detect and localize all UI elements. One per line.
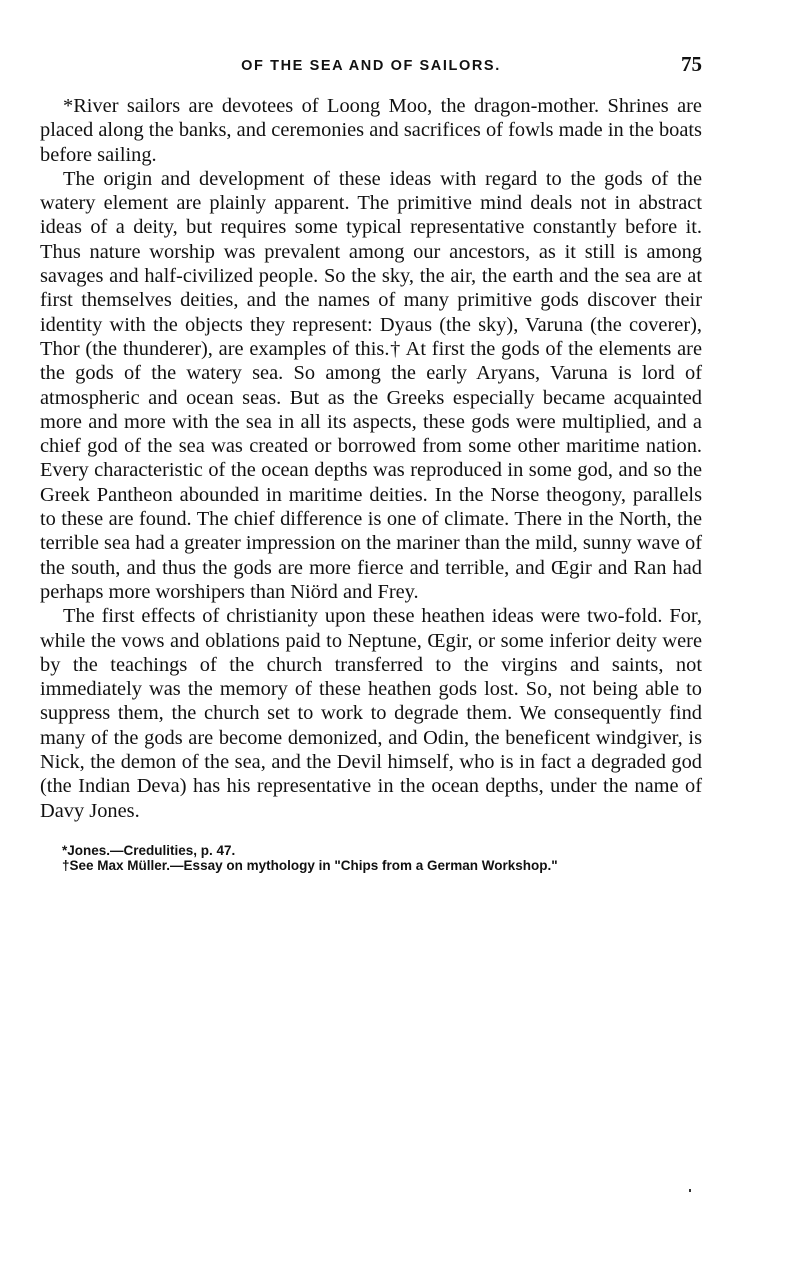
page-number: 75	[681, 52, 702, 76]
footnote-max-muller: †See Max Müller.—Essay on mythology in "Chips from a German Workshop."	[62, 857, 558, 873]
footnote-jones: *Jones.—Credulities, p. 47.	[62, 842, 236, 858]
stray-ink-mark	[689, 1189, 691, 1192]
running-title: OF THE SEA AND OF SAILORS.	[241, 58, 501, 74]
paragraph-origin-of-sea-gods: The origin and development of these ideas with regard to the gods of the watery element are plainly apparent. The primitive mind deals not in abstract ideas of a deity, but requires some typical representative constantly before it. Thus nature worship was prevalent among our ancestors, as it still is among savages and half-civilized people. So the sky, the air, the earth and the sea are at first themselves deities, and the names of many primitive gods discover their identity with the objects they represent: Dyaus (the sky), Varuna (the coverer), Thor (the thunderer), are examples of this.† At first the gods of the elements are the gods of the watery sea. So among the early Aryans, Varuna is lord of atmospheric and ocean seas. But as the Greeks especially became acquainted more and more with the sea in all its aspects, these gods were multiplied, and a chief god of the sea was created or borrowed from some other maritime nation. Every characteristic of the ocean depths was reproduced in some god, and so the Greek Pantheon abounded in maritime deities. In the Norse theogony, parallels to these are found. The chief difference is one of climate. There in the North, the terrible sea had a greater impression on the mariner than the mild, sunny wave of the south, and thus the gods are more fierce and terrible, and Œgir and Ran had perhaps more worshipers than Niörd and Frey.	[40, 167, 702, 603]
body-text	[40, 94, 702, 823]
running-header	[40, 52, 702, 80]
paragraph-effects-of-christianity: The first effects of christianity upon these heathen ideas were two-fold. For, while the vows and oblations paid to Neptune, Œgir, or some inferior deity were by the teachings of the church transferred to the virgins and saints, not immediately was the memory of these heathen gods lost. So, not being able to suppress them, the church set to work to degrade them. We consequently find many of the gods are become demonized, and Odin, the beneficent windgiver, is Nick, the demon of the sea, and the Devil himself, who is in fact a degraded god (the Indian Deva) has his representative in the ocean depths, under the name of Davy Jones.	[40, 605, 702, 822]
paragraph-river-sailors: *River sailors are devotees of Loong Moo, the dragon-mother. Shrines are placed along the banks, and ceremonies and sacrifices of fowls made in the boats before sailing.	[40, 95, 702, 166]
footnotes	[40, 843, 702, 873]
book-page	[40, 52, 702, 873]
